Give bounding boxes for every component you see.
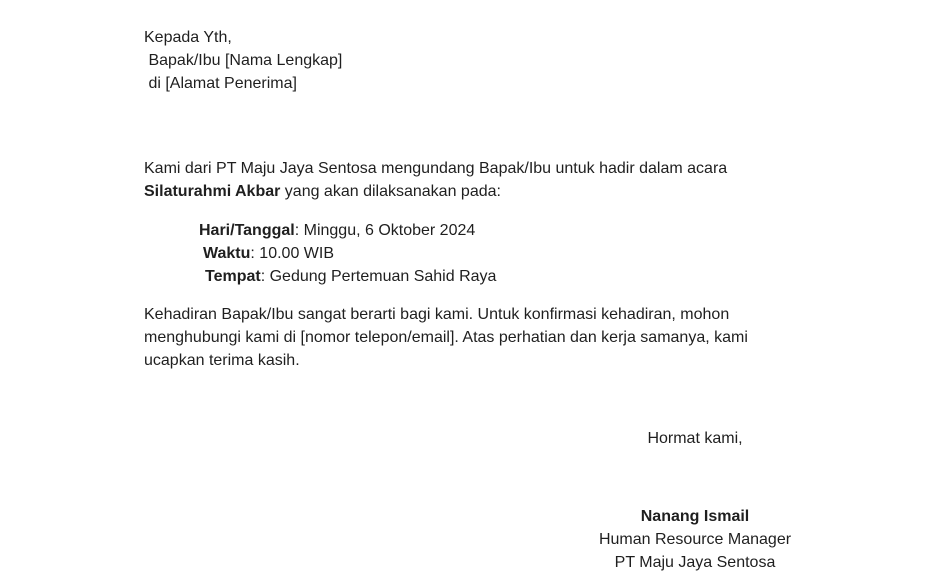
recipient-name: Bapak/Ibu [Nama Lengkap] [144,52,343,69]
detail-date-value: : Minggu, 6 Oktober 2024 [294,222,476,239]
invitation-intro: Kami dari PT Maju Jaya Sentosa mengundang Bapak/Ibu untuk hadir dalam acara [144,160,728,177]
recipient-address: di [Alamat Penerima] [144,75,297,92]
closing-line-2: menghubungi kami di [nomor telepon/email]. Atas perhatian dan kerja samanya, kami [144,329,748,346]
recipient-salutation: Kepada Yth, [144,29,232,46]
detail-date-label: Hari/Tanggal [199,222,295,239]
closing-line-1: Kehadiran Bapak/Ibu sangat berarti bagi kami. Untuk konfirmasi kehadiran, mohon [144,306,730,323]
invitation-event-line [144,180,501,203]
detail-time-value: : 10.00 WIB [250,245,334,262]
signature-name: Nanang Ismail [640,508,750,525]
signature-company: PT Maju Jaya Sentosa [614,554,776,571]
detail-date [199,219,475,242]
signature-greeting: Hormat kami, [647,430,743,447]
closing-line-3: ucapkan terima kasih. [144,352,300,369]
detail-time [203,242,334,265]
detail-place [205,265,496,288]
invitation-intro-after: yang akan dilaksanakan pada: [280,183,501,200]
signature-title: Human Resource Manager [598,531,792,548]
detail-time-label: Waktu [203,245,251,262]
detail-place-label: Tempat [205,268,261,285]
event-name: Silaturahmi Akbar [144,183,281,200]
detail-place-value: : Gedung Pertemuan Sahid Raya [260,268,497,285]
